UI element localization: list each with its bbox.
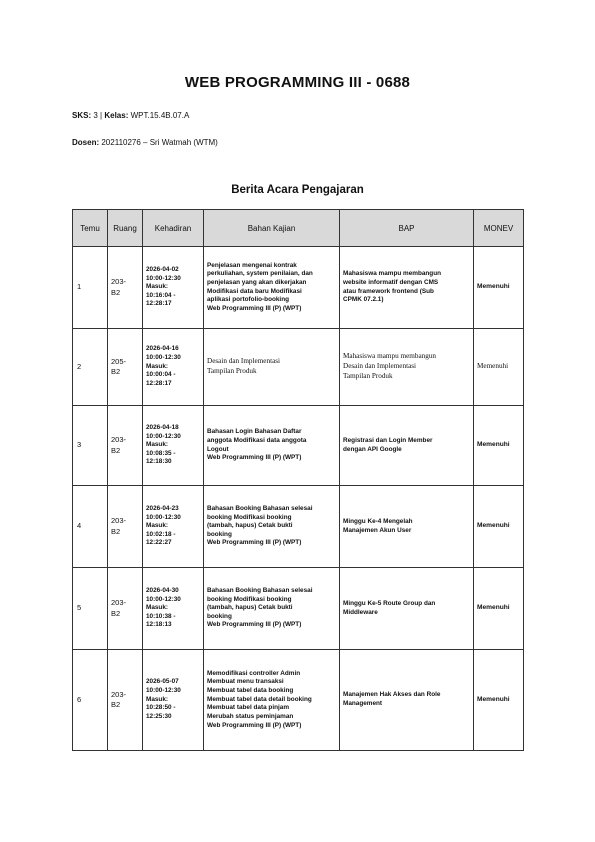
cell-monev: Memenuhi (474, 650, 524, 751)
cell-bahan-kajian-line: Tampilan Produk (207, 367, 257, 375)
cell-temu: 2 (73, 329, 108, 406)
cell-ruang (108, 486, 143, 568)
cell-kehadiran-line: 10:00-12:30 (146, 354, 181, 362)
table-row (73, 329, 524, 406)
cell-kehadiran (143, 406, 204, 486)
cell-bahan-kajian-line: aplikasi portofolio-booking (207, 296, 290, 304)
cell-kehadiran-line: 12:28:17 (146, 379, 172, 387)
cell-bap-line: Mahasiswa mampu membangun (343, 270, 442, 278)
cell-bap-line: dengan API Google (343, 445, 402, 453)
cell-bahan-kajian-line: booking (207, 530, 232, 538)
cell-kehadiran-line: Masuk: (146, 695, 169, 703)
table-row (73, 568, 524, 650)
cell-ruang (108, 406, 143, 486)
teaching-record-table (72, 209, 524, 751)
cell-bap-line: website informatif dengan CMS (343, 278, 439, 286)
cell-ruang-line: 203- (111, 598, 127, 608)
cell-bap-line: atau framework frontend (Sub (343, 287, 434, 295)
cell-kehadiran-line: 12:18:30 (146, 458, 172, 466)
cell-bap-line: Minggu Ke-4 Mengelah (343, 517, 413, 525)
cell-kehadiran (143, 329, 204, 406)
cell-bahan-kajian-line: booking Modifikasi booking (207, 595, 292, 603)
cell-bap (340, 406, 474, 486)
cell-kehadiran-line: Masuk: (146, 604, 169, 612)
cell-ruang (108, 329, 143, 406)
meta-separator: | (100, 111, 103, 120)
cell-kehadiran-line: 10:08:35 - (146, 449, 176, 457)
cell-bahan-kajian-line: Bahasan Booking Bahasan selesai (207, 504, 313, 512)
cell-bahan-kajian-line: Web Programming III (P) (WPT) (207, 454, 302, 462)
cell-kehadiran-line: 10:02:18 - (146, 530, 176, 538)
cell-bahan-kajian-line: Memodifikasi controller Admin (207, 669, 301, 677)
cell-ruang-line: B2 (111, 367, 121, 376)
table-row (73, 486, 524, 568)
cell-bap-line: CPMK 07.2.1) (343, 296, 384, 304)
cell-kehadiran-line: 10:00-12:30 (146, 595, 181, 603)
cell-bahan-kajian-line: (tambah, hapus) Cetak bukti (207, 522, 293, 530)
cell-kehadiran (143, 486, 204, 568)
cell-kehadiran-line: 12:18:13 (146, 621, 172, 629)
cell-bahan-kajian-line: Web Programming III (P) (WPT) (207, 539, 302, 547)
cell-bahan-kajian (204, 406, 340, 486)
cell-bahan-kajian-line: penjelasan yang akan dikerjakan (207, 278, 307, 286)
cell-bahan-kajian-line: booking (207, 612, 232, 620)
lecturer-line (72, 138, 218, 147)
cell-kehadiran-line: 2026-05-07 (146, 678, 179, 686)
dosen-label: Dosen: (72, 138, 100, 147)
cell-ruang (108, 568, 143, 650)
cell-kehadiran (143, 247, 204, 329)
cell-kehadiran-line: 10:00-12:30 (146, 432, 181, 440)
cell-bahan-kajian-line: Web Programming III (P) (WPT) (207, 721, 302, 729)
table-header-row (73, 210, 524, 247)
header-temu: Temu (73, 210, 108, 247)
cell-bahan-kajian (204, 650, 340, 751)
cell-bahan-kajian-line: Bahasan Booking Bahasan selesai (207, 586, 313, 594)
cell-kehadiran-line: 12:22:27 (146, 539, 172, 547)
header-bap: BAP (340, 210, 474, 247)
cell-kehadiran-line: 2026-04-02 (146, 265, 179, 273)
cell-kehadiran-line: 10:00-12:30 (146, 513, 181, 521)
cell-monev: Memenuhi (474, 329, 524, 406)
cell-bahan-kajian-line: Penjelasan mengenai kontrak (207, 261, 297, 269)
cell-bap-line: Manajemen Hak Akses dan Role Management (343, 691, 441, 707)
cell-ruang (108, 650, 143, 751)
cell-ruang-line: B2 (111, 700, 121, 709)
cell-bap-line: Minggu Ke-5 Route Group dan (343, 599, 436, 607)
cell-bahan-kajian-line: booking Modifikasi booking (207, 513, 292, 521)
cell-kehadiran-line: 10:00-12:30 (146, 274, 181, 282)
cell-kehadiran-line: 2026-04-23 (146, 504, 179, 512)
cell-temu: 5 (73, 568, 108, 650)
cell-kehadiran-line: 2026-04-30 (146, 586, 179, 594)
cell-bap (340, 650, 474, 751)
cell-bap-line: Tampilan Produk (343, 371, 393, 380)
cell-bahan-kajian-line: Membuat menu transaksi (207, 678, 284, 686)
course-meta-line (72, 111, 189, 120)
section-title: Berita Acara Pengajaran (231, 184, 364, 196)
cell-bahan-kajian-line: Modifikasi data baru Modifikasi (207, 287, 302, 295)
sks-value: 3 (93, 111, 98, 120)
cell-kehadiran-line: 10:10:38 - (146, 612, 176, 620)
course-title: WEB PROGRAMMING III - 0688 (184, 74, 411, 91)
cell-kehadiran-line: Masuk: (146, 522, 169, 530)
cell-temu: 4 (73, 486, 108, 568)
cell-kehadiran-line: 12:25:30 (146, 712, 172, 720)
header-ruang: Ruang (108, 210, 143, 247)
cell-ruang-line: 203- (111, 516, 127, 526)
cell-bap-line: Desain dan Implementasi (343, 362, 417, 371)
cell-bahan-kajian-line: Merubah status peminjaman (207, 712, 294, 720)
header-monev: MONEV (474, 210, 524, 247)
cell-bahan-kajian-line: Membuat tabel data booking (207, 687, 294, 695)
cell-bahan-kajian (204, 329, 340, 406)
table-body (73, 247, 524, 751)
header-bahan-kajian: Bahan Kajian (204, 210, 340, 247)
cell-bahan-kajian-line: Membuat tabel data pinjam (207, 704, 290, 712)
table-row (73, 247, 524, 329)
cell-kehadiran-line: 2026-04-16 (146, 345, 179, 353)
sks-label: SKS: (72, 111, 92, 120)
cell-kehadiran-line: 10:16:04 - (146, 291, 176, 299)
cell-bahan-kajian-line: Membuat tabel data detail booking (207, 695, 312, 703)
cell-temu: 6 (73, 650, 108, 751)
cell-ruang-line: 203- (111, 435, 127, 445)
cell-ruang-line: 205- (111, 356, 127, 366)
cell-ruang (108, 247, 143, 329)
cell-ruang-line: B2 (111, 526, 121, 536)
cell-kehadiran-line: Masuk: (146, 441, 169, 449)
cell-kehadiran-line: 10:00-12:30 (146, 687, 181, 695)
cell-kehadiran (143, 568, 204, 650)
cell-bahan-kajian-line: Web Programming III (P) (WPT) (207, 304, 302, 312)
cell-bahan-kajian-line: Bahasan Login Bahasan Daftar (207, 428, 302, 436)
cell-monev: Memenuhi (474, 406, 524, 486)
cell-bahan-kajian-line: Desain dan Implementasi (207, 357, 281, 366)
cell-kehadiran-line: Masuk: (146, 362, 169, 370)
cell-kehadiran-line: Masuk: (146, 283, 169, 291)
kelas-label: Kelas: (104, 111, 129, 120)
header-kehadiran: Kehadiran (143, 210, 204, 247)
cell-temu: 3 (73, 406, 108, 486)
cell-bahan-kajian (204, 247, 340, 329)
kelas-value: WPT.15.4B.07.A (130, 111, 190, 120)
cell-kehadiran-line: 12:28:17 (146, 300, 172, 308)
cell-bahan-kajian-line: anggota Modifikasi data anggota (207, 436, 307, 444)
cell-bap-line: Manajemen Akun User (343, 526, 412, 534)
cell-bahan-kajian (204, 486, 340, 568)
cell-bahan-kajian-line: Logout (207, 445, 229, 453)
cell-kehadiran-line: 2026-04-18 (146, 423, 179, 431)
cell-bap (340, 568, 474, 650)
cell-monev: Memenuhi (474, 568, 524, 650)
cell-bap-line: Mahasiswa mampu membangun (343, 352, 437, 361)
cell-ruang-line: B2 (111, 608, 121, 618)
cell-ruang-line: B2 (111, 445, 121, 455)
cell-bahan-kajian (204, 568, 340, 650)
cell-kehadiran-line: 10:28:50 - (146, 704, 176, 712)
cell-temu: 1 (73, 247, 108, 329)
cell-ruang-line: 203- (111, 277, 127, 287)
cell-monev: Memenuhi (474, 486, 524, 568)
cell-kehadiran (143, 650, 204, 751)
cell-ruang-line: 203- (111, 689, 127, 699)
cell-bap (340, 247, 474, 329)
cell-bahan-kajian-line: Web Programming III (P) (WPT) (207, 621, 302, 629)
table-row (73, 406, 524, 486)
cell-bahan-kajian-line: (tambah, hapus) Cetak bukti (207, 604, 293, 612)
cell-ruang-line: B2 (111, 287, 121, 297)
cell-bap (340, 486, 474, 568)
cell-bahan-kajian-line: perkuliahan, system penilaian, dan (207, 270, 313, 278)
cell-bap-line: Registrasi dan Login Member (343, 436, 433, 444)
cell-kehadiran-line: 10:00:04 - (146, 371, 176, 379)
table-row (73, 650, 524, 751)
cell-monev: Memenuhi (474, 247, 524, 329)
cell-bap (340, 329, 474, 406)
cell-bap-line: Middleware (343, 608, 378, 616)
dosen-value: 202110276 – Sri Watmah (WTM) (101, 138, 218, 147)
